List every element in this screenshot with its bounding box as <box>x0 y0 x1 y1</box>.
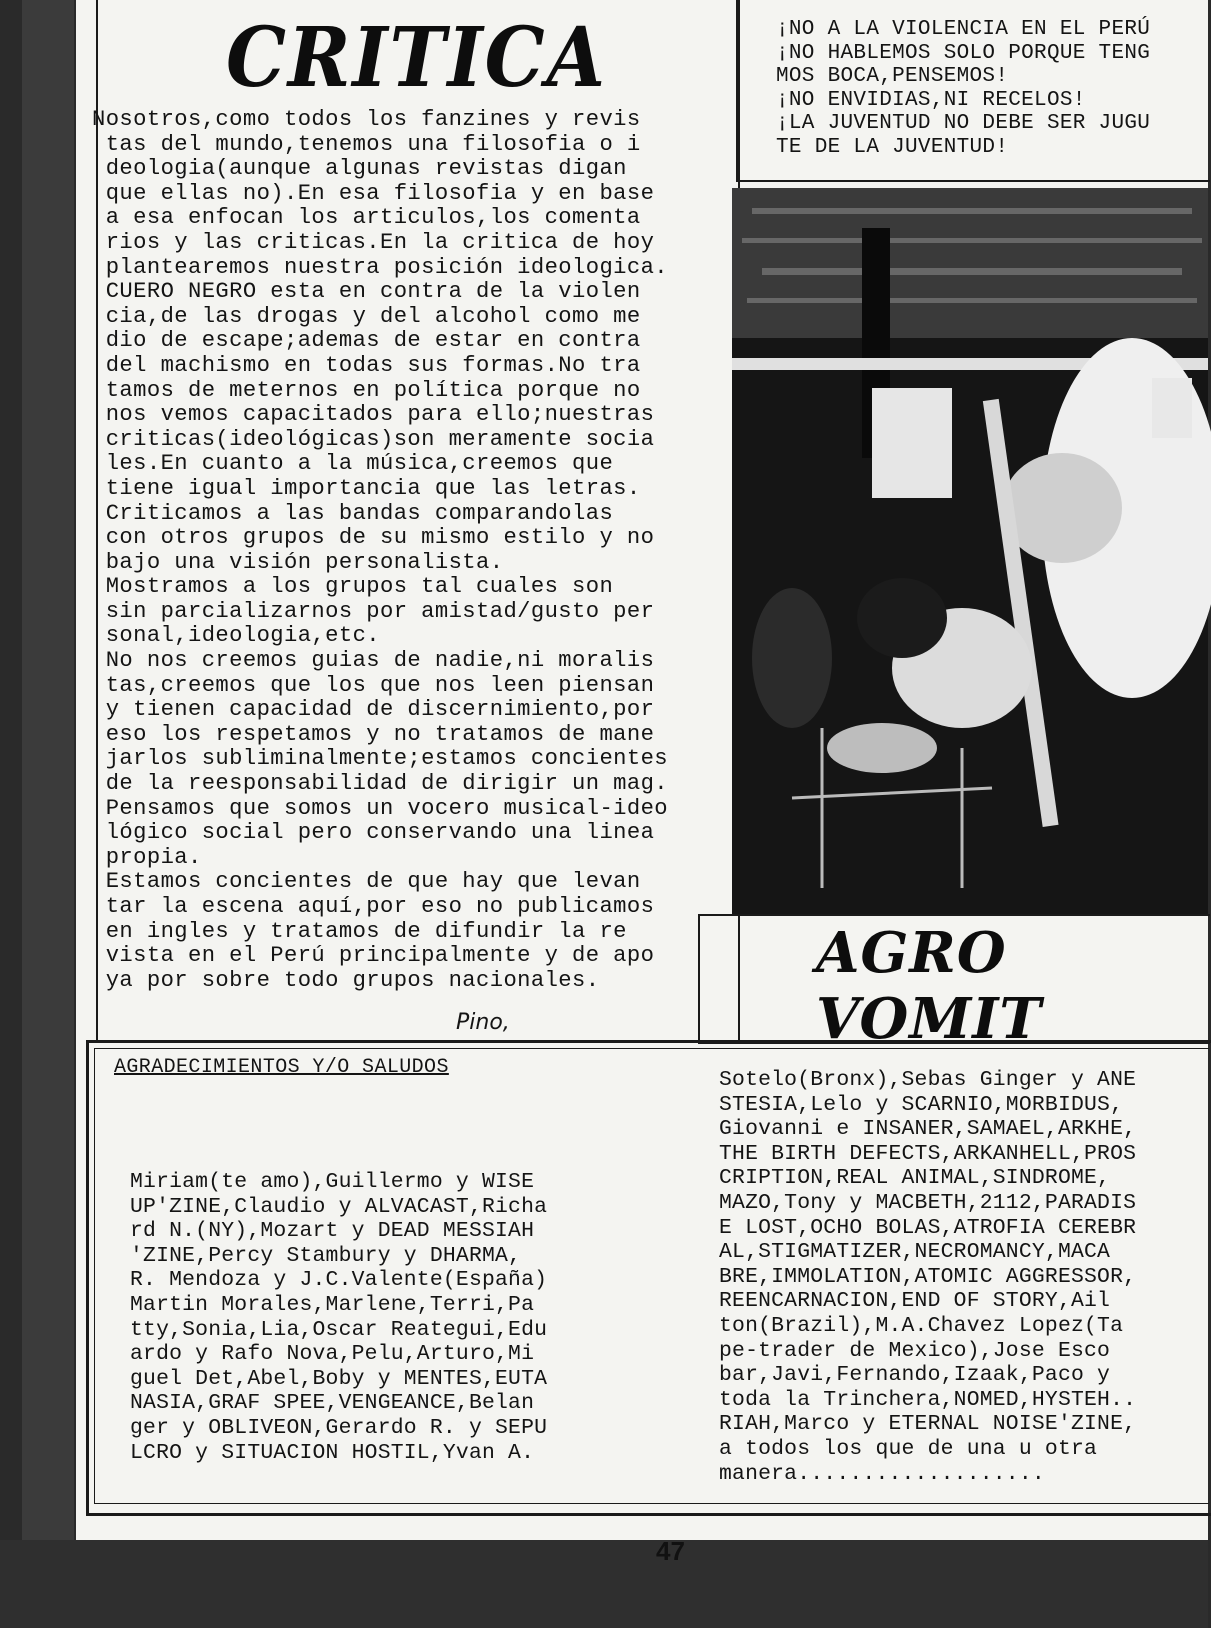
article-title: CRITICA <box>226 10 607 106</box>
slogans-text: ¡NO A LA VIOLENCIA EN EL PERÚ ¡NO HABLEMOS SOLO PORQUE TENG MOS BOCA,PENSEMOS! ¡NO ENVIDIAS,NI RECELOS! ¡LA JUVENTUD NO DEBE SER JUGU TE DE LA JUVENTUD! <box>776 18 1151 159</box>
band-photo <box>732 188 1208 914</box>
scan-binding-edge <box>22 0 74 1628</box>
thanks-heading: AGRADECIMIENTOS Y/O SALUDOS <box>114 1056 449 1079</box>
thanks-right-column: Sotelo(Bronx),Sebas Ginger y ANE STESIA,Lelo y SCARNIO,MORBIDUS, Giovanni e INSANER,SAMAEL,ARKHE, THE BIRTH DEFECTS,ARKANHELL,PROS CRIPTION,REAL ANIMAL,SINDROME, MAZO,Tony y MACBETH,2112,PARADIS E LOST,OCHO BOLAS,ATROFIA CEREBR AL,STIGMATIZER,NECROMANCY,MACA BRE,IMMOLATION,ATOMIC AGGRESSOR, REENCARNACION,END OF STORY,Ail ton(Brazil),M.A.Chavez Lopez(Ta pe-trader de Mexico),Jose Esco bar,Javi,Fernando,Izaak,Paco y toda la Trinchera,NOMED,HYSTEH.. RIAH,Marco y ETERNAL NOISE'ZINE, a todos los que de una u otra manera................... <box>719 1068 1137 1486</box>
band-photo-graphic <box>732 188 1208 914</box>
fanzine-page <box>76 0 1208 1566</box>
page-number: 47 <box>656 1536 685 1566</box>
scan-shadow <box>0 1540 1208 1628</box>
thanks-left-column: Miriam(te amo),Guillermo y WISE UP'ZINE,Claudio y ALVACAST,Richa rd N.(NY),Mozart y DEAD MESSIAH 'ZINE,Percy Stambury y DHARMA, R. Mendoza y J.C.Valente(España) Martin Morales,Marlene,Terri,Pa tty,Sonia,Lia,Oscar Reategui,Edu ardo y Rafo Nova,Pelu,Arturo,Mi guel Det,Abel,Boby y MENTES,EUTA NASIA,GRAF SPEE,VENGEANCE,Belan ger y OBLIVEON,Gerardo R. y SEPU LCRO y SITUACION HOSTIL,Yvan A. <box>130 1170 548 1465</box>
band-logo: AGRO VOMIT <box>816 920 1043 1052</box>
author-signature: Pino, <box>456 1010 510 1035</box>
article-body: Nosotros,como todos los fanzines y revis tas del mundo,tenemos una filosofia o i deologia(aunque algunas revistas digan que ellas no).En esa filosofia y en base a esa enfocan los articulos,los comenta rios y las criticas.En la critica de hoy plantearemos nuestra posición ideologica. CUERO NEGRO esta en contra de la violen cia,de las drogas y del alcohol como me dio de escape;ademas de estar en contra del machismo en todas sus formas.No tra tamos de meternos en política porque no nos vemos capacitados para ello;nuestras criticas(ideológicas)son meramente socia les.En cuanto a la música,creemos que tiene igual importancia que las letras. Criticamos a las bandas comparandolas con otros grupos de su mismo estilo y no bajo una visión personalista. Mostramos a los grupos tal cuales son sin parcializarnos por amistad/gusto per sonal,ideologia,etc. No nos creemos guias de nadie,ni moralis tas,creemos que los que nos leen piensan y tienen capacidad de discernimiento,por eso los respetamos y no tratamos de mane jarlos subliminalmente;estamos concientes de la reesponsabilidad de dirigir un mag. Pensamos que somos un vocero musical-ideo lógico social pero conservando una linea propia. Estamos concientes de que hay que levan tar la escena aquí,por eso no publicamos en ingles y tratamos de difundir la re vista en el Perú principalmente y de apo ya por sobre todo grupos nacionales. <box>92 107 669 993</box>
